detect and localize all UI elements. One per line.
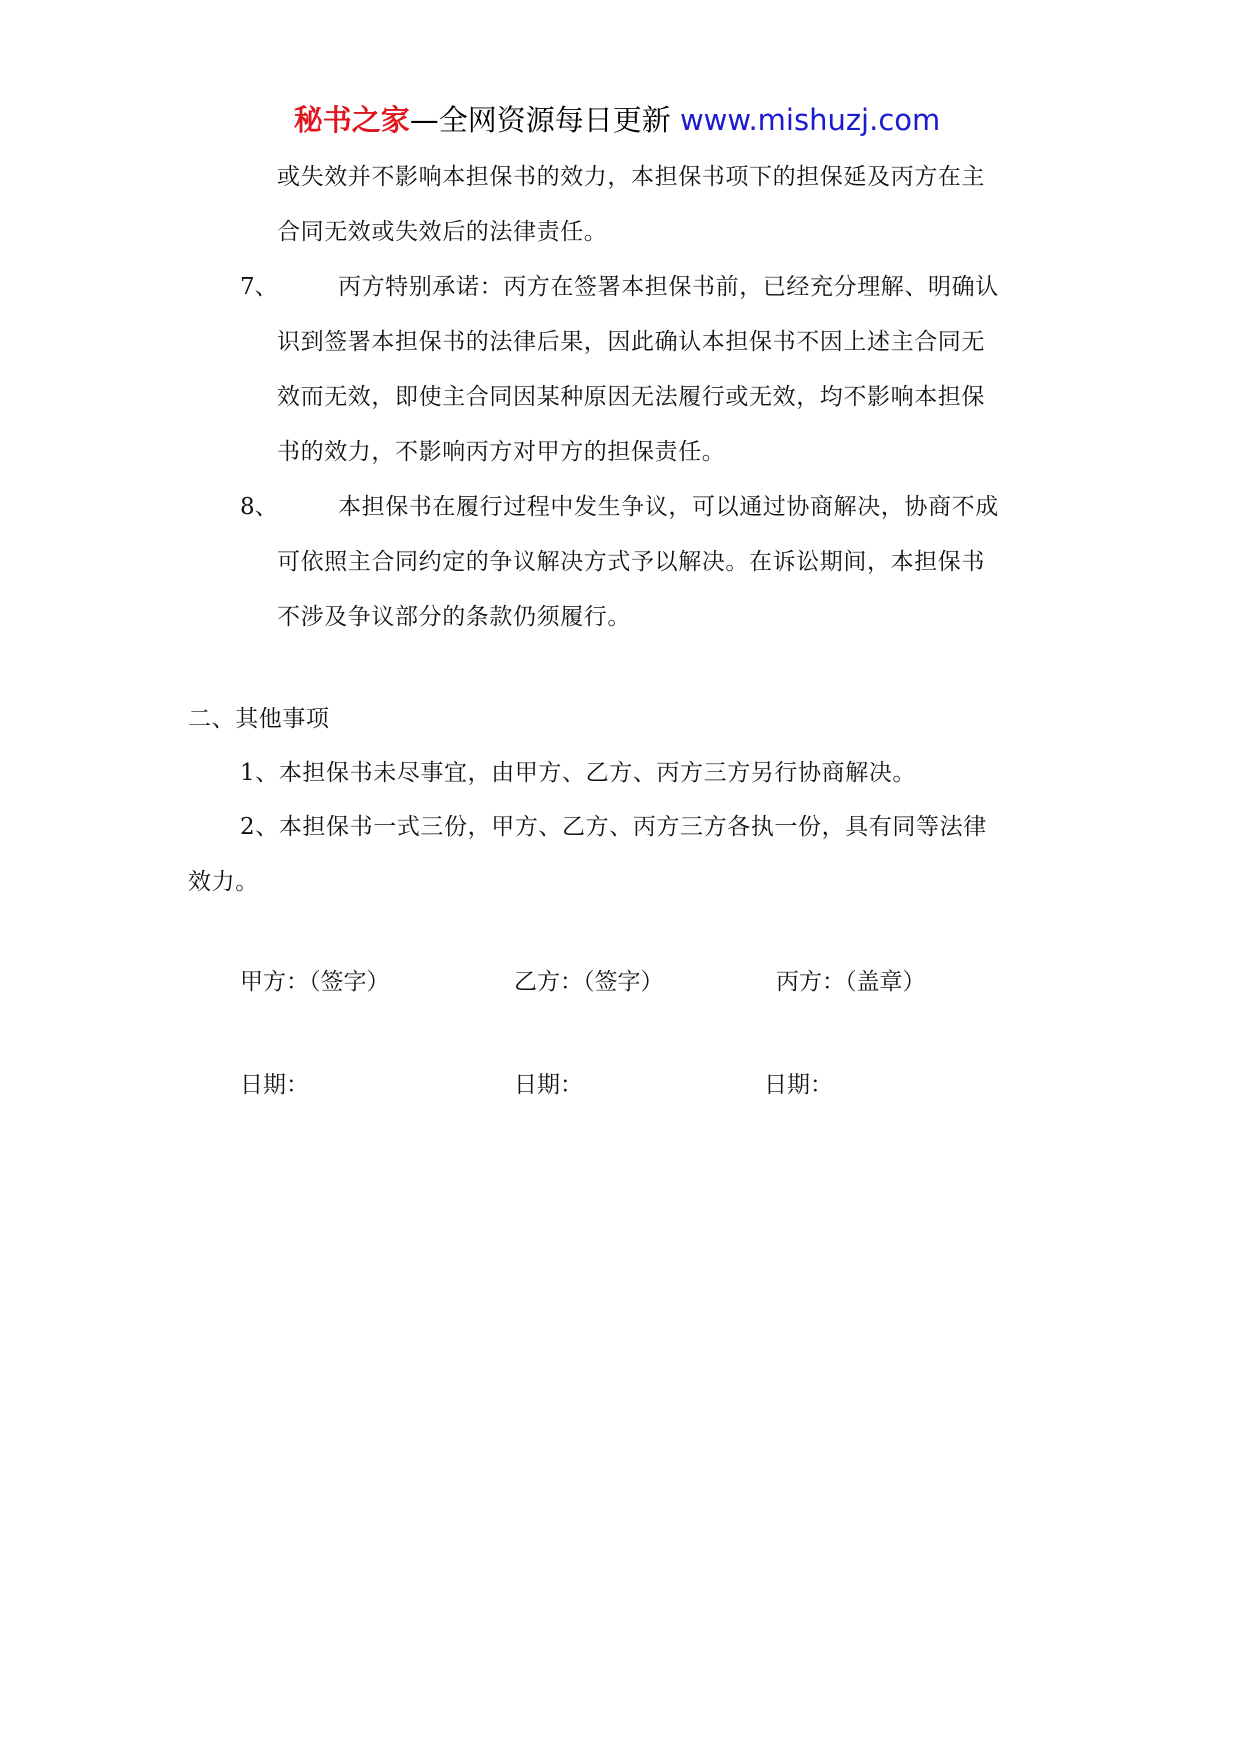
party-a-date-label: 日期： [240,1072,309,1098]
party-a-signature-label: 甲方：（签字） [240,969,390,995]
clause8-number: 8、 [240,494,278,520]
party-c-date-label: 日期： [764,1072,833,1098]
clause7-line-3: 效而无效，即使主合同因某种原因无法履行或无效，均不影响本担保 [277,384,985,410]
header-tagline: —全网资源每日更新 [409,103,671,137]
section2-heading: 二、其他事项 [188,706,330,732]
clause6-line-1: 或失效并不影响本担保书的效力，本担保书项下的担保延及丙方在主 [277,164,985,190]
clause6-line-2: 合同无效或失效后的法律责任。 [277,219,608,245]
clause7-number: 7、 [240,274,278,300]
header-banner [0,100,1234,140]
section2-item-2-line-2: 效力。 [188,869,259,895]
clause7-line-1: 丙方特别承诺：丙方在签署本担保书前，已经充分理解、明确认 [338,274,999,300]
party-c-seal-label: 丙方：（盖章） [776,969,926,995]
clause7-line-4: 书的效力，不影响丙方对甲方的担保责任。 [277,439,726,465]
brand-name: 秘书之家 [293,103,410,137]
clause8-line-3: 不涉及争议部分的条款仍须履行。 [277,604,631,630]
party-b-signature-label: 乙方：（签字） [514,969,664,995]
section2-item-1: 1、本担保书未尽事宜，由甲方、乙方、丙方三方另行协商解决。 [240,760,917,786]
clause7-line-2: 识到签署本担保书的法律后果，因此确认本担保书不因上述主合同无 [277,329,985,355]
header-url-link[interactable]: www.mishuzj.com [679,103,941,137]
section2-item-2-line-1: 2、本担保书一式三份，甲方、乙方、丙方三方各执一份，具有同等法律 [240,814,987,840]
clause8-line-2: 可依照主合同约定的争议解决方式予以解决。在诉讼期间，本担保书 [277,549,985,575]
clause8-line-1: 本担保书在履行过程中发生争议，可以通过协商解决，协商不成 [338,494,999,520]
party-b-date-label: 日期： [514,1072,583,1098]
